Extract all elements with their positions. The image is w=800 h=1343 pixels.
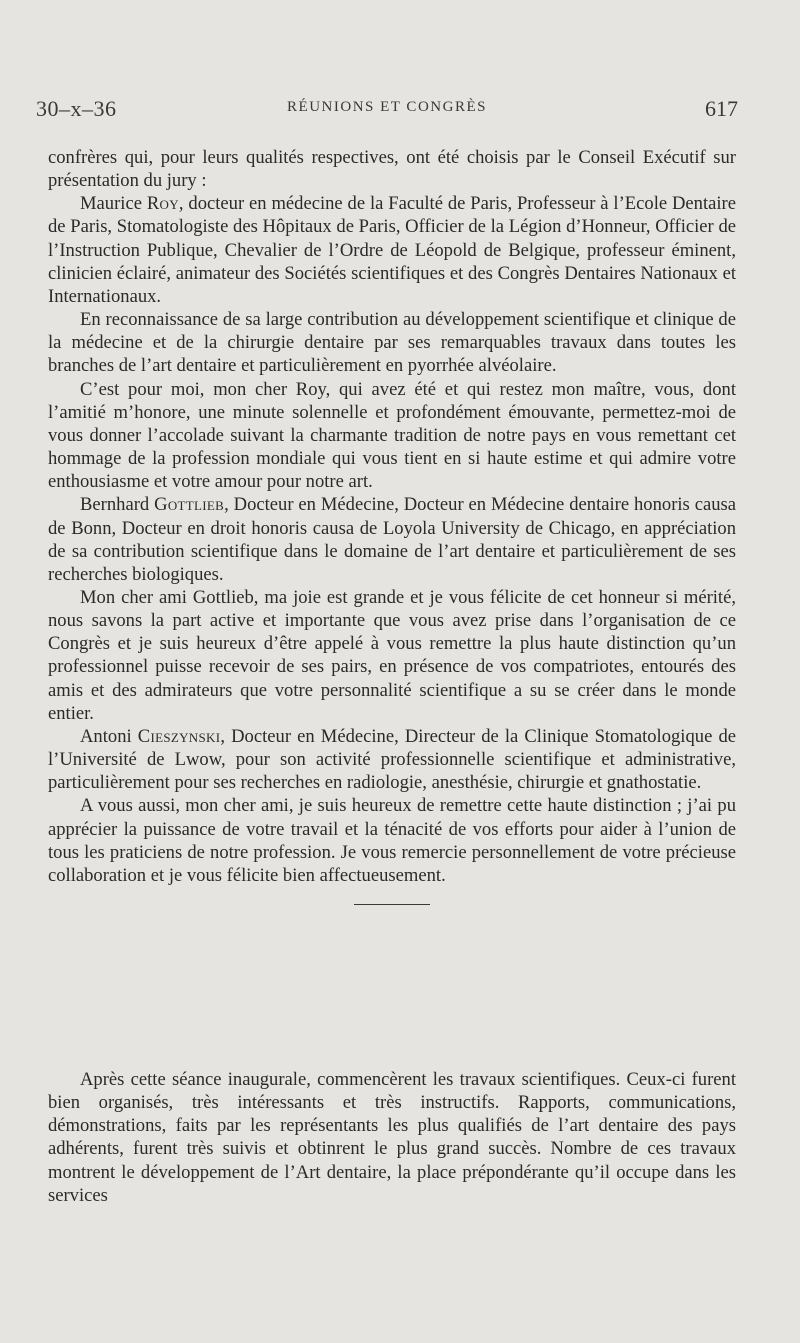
section-divider <box>354 904 430 905</box>
first-name: Maurice <box>80 193 147 215</box>
person-surname: Gottlieb <box>154 494 225 516</box>
paragraph: Mon cher ami Gottlieb, ma joie est grande et je vous félicite de cet honneur si mérité, nous savons la part active et importante que vous avez prise dans l’organisation de ce Congrès et je suis heureux d’être appelé à vous remettre la plus haute distinction qu’un professionnel puisse recevoir de ses pairs, en présence de vos compatriotes, entourés des amis et des admirateurs que votre personnalité scientifique a su se créer dans le monde entier. <box>48 586 736 724</box>
closing-section <box>48 1068 736 1207</box>
person-surname: Roy <box>146 193 179 215</box>
paragraph: En reconnaissance de sa large contribution au développement scientifique et clinique de la médecine et de la chirurgie dentaire par ses remarquables travaux dans toutes les branches de l’art dentaire et particulièrement en pyorrhée alvéolaire. <box>48 309 736 377</box>
paragraph-gottlieb <box>48 493 736 586</box>
person-surname: Cieszynski <box>137 725 221 747</box>
citation: , Docteur en Médecine, Directeur de la Clinique Stomatologique de l’Université de Lwow, pour son activité professionnelle scientifique et administrative, particulièrement pour ses recherches en radiologie, anesthésie, chirurgie et gnathostatie. <box>48 725 736 794</box>
paragraph-roy <box>48 192 736 308</box>
citation: , Docteur en Médecine, Docteur en Médecine dentaire honoris causa de Bonn, Docteur en droit honoris causa de Loyola University de Chicago, en appréciation de sa contribution scientifique dans le domaine de l’art dentaire et particulièrement de ses recherches biologiques. <box>48 494 736 585</box>
paragraph: A vous aussi, mon cher ami, je suis heureux de remettre cette haute distinction ; j’ai pu apprécier la puissance de votre travail et la ténacité de vos efforts pour aider à l’union de tous les praticiens de notre profession. Je vous remercie personnellement de votre précieuse collaboration et je vous félicite bien affectueusement. <box>48 795 736 886</box>
issue-date: 30–x–36 <box>36 96 117 121</box>
paragraph-continued: confrères qui, pour leurs qualités respectives, ont été choisis par le Conseil Exécutif sur présentation du jury : <box>48 147 736 192</box>
running-head <box>36 96 738 124</box>
paragraph: Après cette séance inaugurale, commencèrent les travaux scientifiques. Ceux-ci furent bien organisés, très intéressants et très instructifs. Rapports, communications, démonstrations, faits par les représentants les plus qualifiés de l’art dentaire des pays adhérents, furent très suivis et obtinrent le plus grand succès. Nombre de ces travaux montrent le développement de l’Art dentaire, la place prépondérante qu’il occupe dans les services <box>48 1069 736 1206</box>
first-name: Antoni <box>80 725 138 747</box>
page-number: 617 <box>705 96 738 121</box>
main-text <box>48 146 736 905</box>
first-name: Bernhard <box>80 494 155 516</box>
citation: , docteur en médecine de la Faculté de Paris, Professeur à l’Ecole Dentaire de Paris, Stomatologiste des Hôpitaux de Paris, Officier de la Légion d’Honneur, Officier de l’Instruction Publique, Chevalier de l’Ordre de Léopold de Belgique, professeur éminent, clinicien éclairé, animateur des Sociétés scientifiques et des Congrès Dentaires Nationaux et Internationaux. <box>48 193 736 307</box>
section-title: RÉUNIONS ET CONGRÈS <box>287 99 487 115</box>
paragraph-cieszynski <box>48 725 736 794</box>
paragraph: C’est pour moi, mon cher Roy, qui avez été et qui restez mon maître, vous, dont l’amitié m’honore, une minute solennelle et profondément émouvante, permettez-moi de vous donner l’accolade suivant la charmante tradition de notre pays en vous remettant cet hommage de la profession mondiale qui vous tient en si haute estime et qui admire votre enthousiasme et votre amour pour notre art. <box>48 378 736 493</box>
